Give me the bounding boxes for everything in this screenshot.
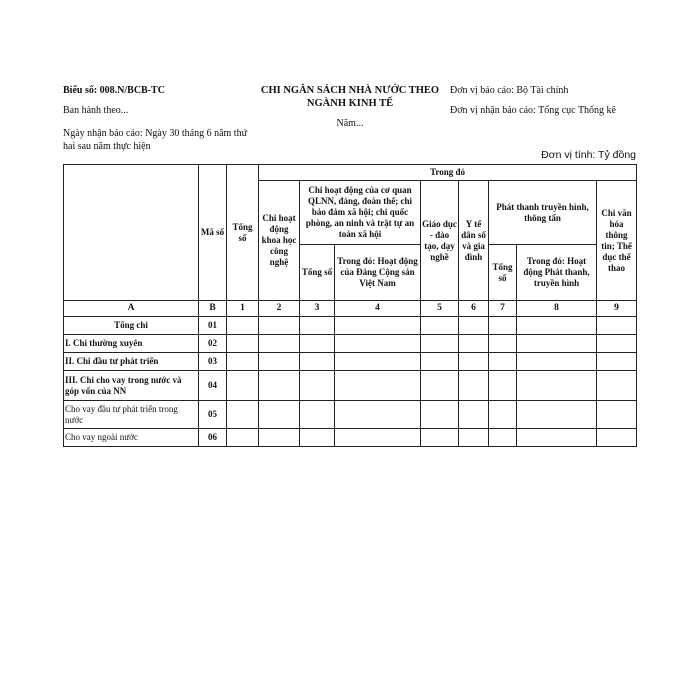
table-row xyxy=(64,335,637,353)
data-cell xyxy=(421,429,459,447)
data-cell xyxy=(597,335,637,353)
data-cell xyxy=(259,335,300,353)
data-cell xyxy=(421,353,459,371)
data-cell xyxy=(517,335,597,353)
data-cell xyxy=(227,353,259,371)
header-right xyxy=(450,84,650,124)
col-number: 6 xyxy=(459,301,489,317)
data-cell xyxy=(459,335,489,353)
col-number: 1 xyxy=(227,301,259,317)
col-number: 8 xyxy=(517,301,597,317)
data-cell xyxy=(597,317,637,335)
data-cell xyxy=(227,335,259,353)
data-cell xyxy=(597,401,637,429)
data-cell xyxy=(459,401,489,429)
row-code: 01 xyxy=(199,317,227,335)
data-cell xyxy=(259,317,300,335)
data-cell xyxy=(335,401,421,429)
data-cell xyxy=(517,353,597,371)
data-cell xyxy=(259,371,300,401)
col-header-pt-tong: Tổng số xyxy=(489,245,517,301)
currency-unit: Đơn vị tính: Tỷ đồng xyxy=(541,149,636,161)
col-header-tong-so: Tổng số xyxy=(227,165,259,301)
row-label: I. Chi thường xuyên xyxy=(64,335,199,353)
col-header-van-hoa: Chi văn hóa thông tin; Thể dục thể thao xyxy=(597,181,637,301)
data-cell xyxy=(489,371,517,401)
row-label: Cho vay ngoài nước xyxy=(64,429,199,447)
data-cell xyxy=(597,429,637,447)
row-label: Tổng chi xyxy=(64,317,199,335)
reporting-unit: Đơn vị báo cáo: Bộ Tài chính xyxy=(450,85,569,96)
header-center xyxy=(255,84,445,130)
data-cell xyxy=(597,371,637,401)
row-label: II. Chi đầu tư phát triển xyxy=(64,353,199,371)
col-header-qlnn: Chi hoạt động của cơ quan QLNN, đảng, đoàn thể; chi bảo đảm xã hội; chi quốc phòng, an ninh và trật tự an toàn xã hội xyxy=(300,181,421,245)
data-cell xyxy=(227,371,259,401)
data-cell xyxy=(517,371,597,401)
col-header-pt-trong-do: Trong đó: Hoạt động Phát thanh, truyền hình xyxy=(517,245,597,301)
report-title: CHI NGÂN SÁCH NHÀ NƯỚC THEO NGÀNH KINH TẾ xyxy=(260,85,440,109)
col-header-qlnn-dang: Trong đó: Hoạt động của Đảng Cộng sản Việt Nam xyxy=(335,245,421,301)
table-row xyxy=(64,401,637,429)
col-number: 5 xyxy=(421,301,459,317)
data-cell xyxy=(335,353,421,371)
col-number: 3 xyxy=(300,301,335,317)
col-number: 2 xyxy=(259,301,300,317)
col-number: 4 xyxy=(335,301,421,317)
data-cell xyxy=(300,371,335,401)
data-cell xyxy=(459,317,489,335)
data-cell xyxy=(517,317,597,335)
data-cell xyxy=(459,429,489,447)
data-cell xyxy=(259,429,300,447)
table-row xyxy=(64,371,637,401)
table-row xyxy=(64,353,637,371)
data-cell xyxy=(300,335,335,353)
data-cell xyxy=(227,401,259,429)
col-header-ma-so: Mã số xyxy=(199,165,227,301)
data-cell xyxy=(335,429,421,447)
col-header-y-te: Y tế dân số và gia đình xyxy=(459,181,489,301)
received-date: Ngày nhận báo cáo: Ngày 30 tháng 6 năm thứ hai sau năm thực hiện xyxy=(63,128,247,152)
data-cell xyxy=(300,401,335,429)
data-cell xyxy=(335,317,421,335)
receiving-unit: Đơn vị nhận báo cáo: Tổng cục Thống kê xyxy=(450,105,616,116)
data-cell xyxy=(489,317,517,335)
row-code: 03 xyxy=(199,353,227,371)
table-row xyxy=(64,317,637,335)
row-code: 04 xyxy=(199,371,227,401)
data-cell xyxy=(300,429,335,447)
col-header-phat-thanh: Phát thanh truyền hình, thông tấn xyxy=(489,181,597,245)
row-code: 02 xyxy=(199,335,227,353)
report-year: Năm... xyxy=(336,118,364,129)
row-code: 05 xyxy=(199,401,227,429)
header-empty-a xyxy=(64,165,199,301)
data-cell xyxy=(227,317,259,335)
data-cell xyxy=(421,335,459,353)
data-cell xyxy=(259,353,300,371)
row-code: 06 xyxy=(199,429,227,447)
col-number: B xyxy=(199,301,227,317)
data-cell xyxy=(227,429,259,447)
data-cell xyxy=(489,401,517,429)
data-cell xyxy=(459,371,489,401)
column-number-row xyxy=(64,301,637,317)
data-cell xyxy=(421,401,459,429)
data-cell xyxy=(421,317,459,335)
data-cell xyxy=(259,401,300,429)
table-row xyxy=(64,429,637,447)
data-cell xyxy=(421,371,459,401)
data-cell xyxy=(597,353,637,371)
col-header-giao-duc: Giáo dục - đào tạo, dạy nghề xyxy=(421,181,459,301)
data-cell xyxy=(300,317,335,335)
col-header-qlnn-tong: Tổng số xyxy=(300,245,335,301)
col-number: A xyxy=(64,301,199,317)
data-cell xyxy=(489,335,517,353)
data-cell xyxy=(517,401,597,429)
data-cell xyxy=(300,353,335,371)
data-cell xyxy=(517,429,597,447)
col-number: 7 xyxy=(489,301,517,317)
header-left xyxy=(63,84,248,163)
row-label: Cho vay đầu tư phát triển trong nước xyxy=(64,401,199,429)
data-cell xyxy=(335,371,421,401)
col-header-trong-do: Trong đó xyxy=(259,165,637,181)
data-cell xyxy=(335,335,421,353)
data-cell xyxy=(489,353,517,371)
row-label: III. Chi cho vay trong nước và góp vốn của NN xyxy=(64,371,199,401)
col-header-khcn: Chi hoạt động khoa học công nghệ xyxy=(259,181,300,301)
col-number: 9 xyxy=(597,301,637,317)
issued-by: Ban hành theo... xyxy=(63,105,129,116)
data-cell xyxy=(459,353,489,371)
data-cell xyxy=(489,429,517,447)
budget-table xyxy=(63,164,637,447)
form-code: Biểu số: 008.N/BCB-TC xyxy=(63,85,165,96)
